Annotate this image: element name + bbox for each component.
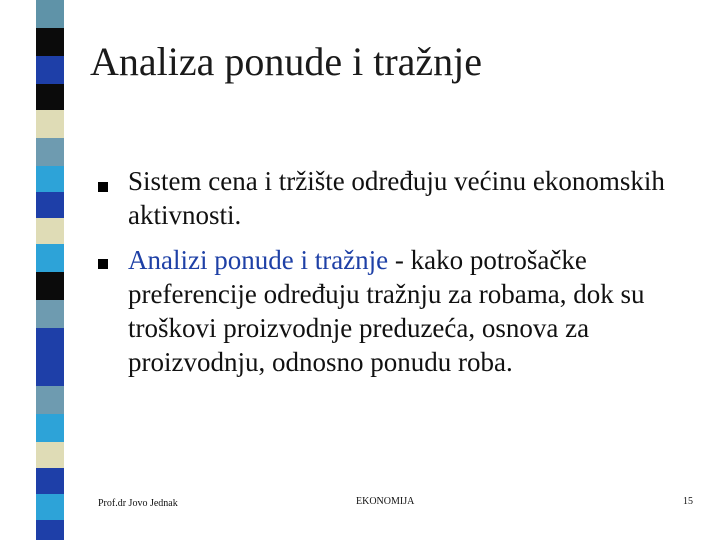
footer-page-number: 15 xyxy=(683,496,693,507)
bullet-marker xyxy=(98,259,108,269)
bullet-highlight-term: Analizi ponude i tražnje xyxy=(128,245,389,275)
bullet-text-2 xyxy=(128,243,688,379)
decorative-side-stripe xyxy=(36,0,64,540)
footer-author: Prof.dr Jovo Jednak xyxy=(98,498,178,509)
bullet-text-1: Sistem cena i tržište određuju većinu ekonomskih aktivnosti. xyxy=(128,166,665,230)
slide-title: Analiza ponude i tražnje xyxy=(90,39,483,84)
bullet-body-text: - kako potrošačke preferencije određuju tražnju za robama, dok su troškovi proizvodnje preduzeća, osnova za proizvodnju, odnosno ponudu roba. xyxy=(128,245,645,377)
footer-subject: EKONOMIJA xyxy=(356,496,415,507)
bullet-marker xyxy=(98,182,108,192)
